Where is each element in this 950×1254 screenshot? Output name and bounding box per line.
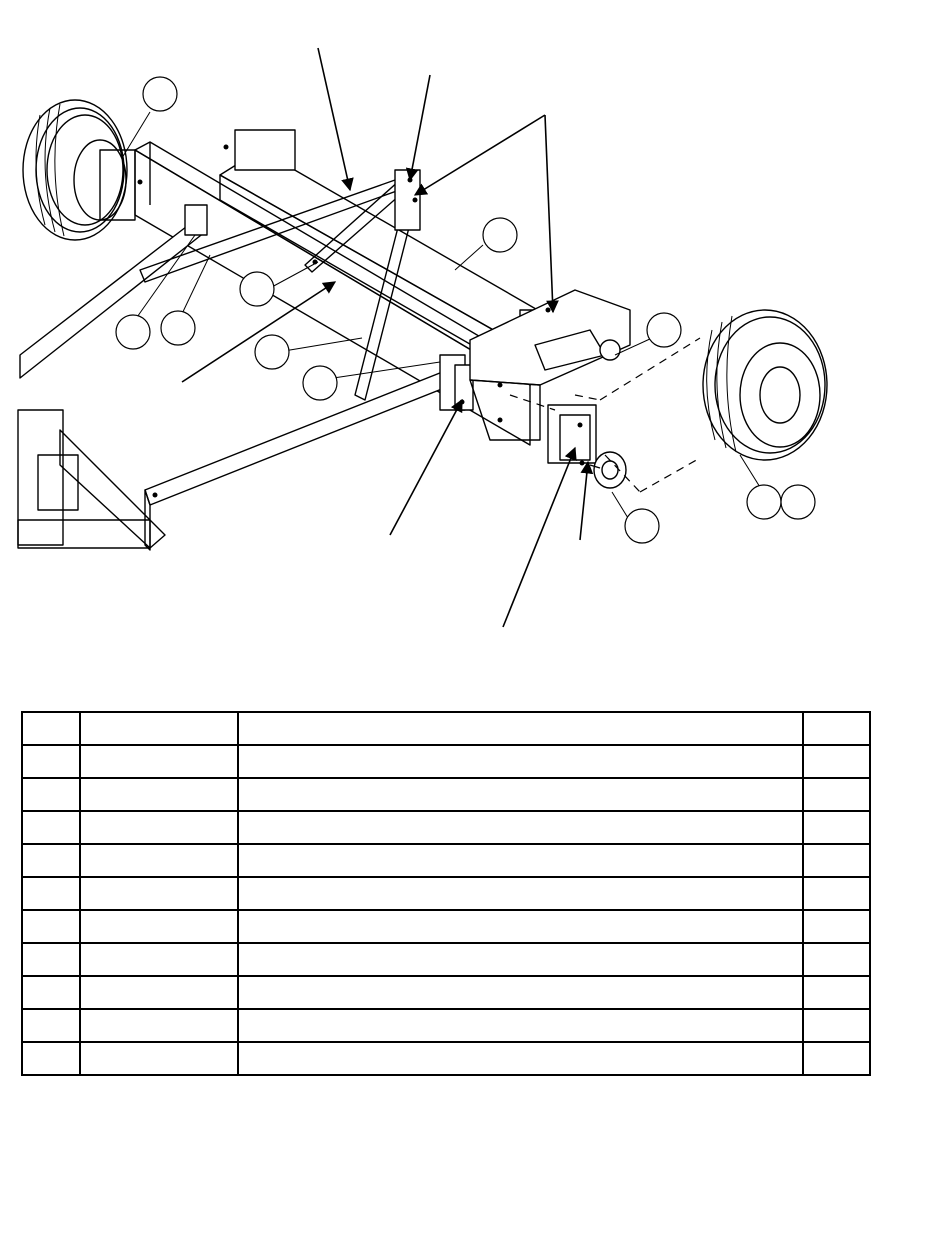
cell	[80, 1009, 238, 1042]
table-header-row	[22, 712, 870, 745]
cell	[22, 976, 80, 1009]
header-cell	[238, 712, 803, 745]
table-row	[22, 976, 870, 1009]
table-row	[22, 877, 870, 910]
cell	[238, 844, 803, 877]
table-row	[22, 910, 870, 943]
table-row	[22, 811, 870, 844]
header-cell	[80, 712, 238, 745]
callout-bubble	[143, 77, 177, 111]
cell	[803, 1042, 870, 1075]
callout-bubble	[625, 509, 659, 543]
right-wheel	[703, 310, 827, 460]
cell	[22, 943, 80, 976]
table-row	[22, 778, 870, 811]
cell	[238, 910, 803, 943]
callout-bubble	[303, 366, 337, 400]
header-cell	[22, 712, 80, 745]
callout-bubble	[781, 485, 815, 519]
cell	[80, 844, 238, 877]
cell	[238, 976, 803, 1009]
callout-bubble	[255, 335, 289, 369]
cell	[803, 844, 870, 877]
cell	[803, 811, 870, 844]
left-wheel	[23, 100, 135, 240]
cell	[22, 1009, 80, 1042]
hitch-bracket	[18, 410, 165, 548]
cell	[80, 910, 238, 943]
cell	[22, 778, 80, 811]
cell	[80, 778, 238, 811]
header-cell	[803, 712, 870, 745]
cell	[238, 778, 803, 811]
cell	[803, 976, 870, 1009]
callout-bubble	[747, 485, 781, 519]
cell	[238, 1042, 803, 1075]
table-row	[22, 1009, 870, 1042]
cell	[238, 745, 803, 778]
cell	[803, 943, 870, 976]
cell	[238, 877, 803, 910]
callout-bubble	[483, 218, 517, 252]
table-row	[22, 745, 870, 778]
cell	[22, 877, 80, 910]
callout-bubble	[116, 315, 150, 349]
cell	[238, 811, 803, 844]
callout-bubble	[240, 272, 274, 306]
left-side-rail	[20, 220, 205, 378]
cell	[80, 877, 238, 910]
cell	[238, 943, 803, 976]
cell	[80, 943, 238, 976]
cell	[22, 745, 80, 778]
cell	[22, 811, 80, 844]
table-row	[22, 1042, 870, 1075]
cell	[80, 745, 238, 778]
cell	[803, 910, 870, 943]
parts-table	[21, 711, 871, 1076]
callout-bubble	[161, 311, 195, 345]
cell	[22, 910, 80, 943]
cell	[803, 877, 870, 910]
table-row	[22, 943, 870, 976]
callout-bubble	[647, 313, 681, 347]
cell	[803, 1009, 870, 1042]
table-row	[22, 844, 870, 877]
cell	[803, 778, 870, 811]
cell	[238, 1009, 803, 1042]
cell	[22, 1042, 80, 1075]
cell	[22, 844, 80, 877]
cell	[80, 976, 238, 1009]
cell	[80, 811, 238, 844]
cell	[80, 1042, 238, 1075]
cell	[803, 745, 870, 778]
